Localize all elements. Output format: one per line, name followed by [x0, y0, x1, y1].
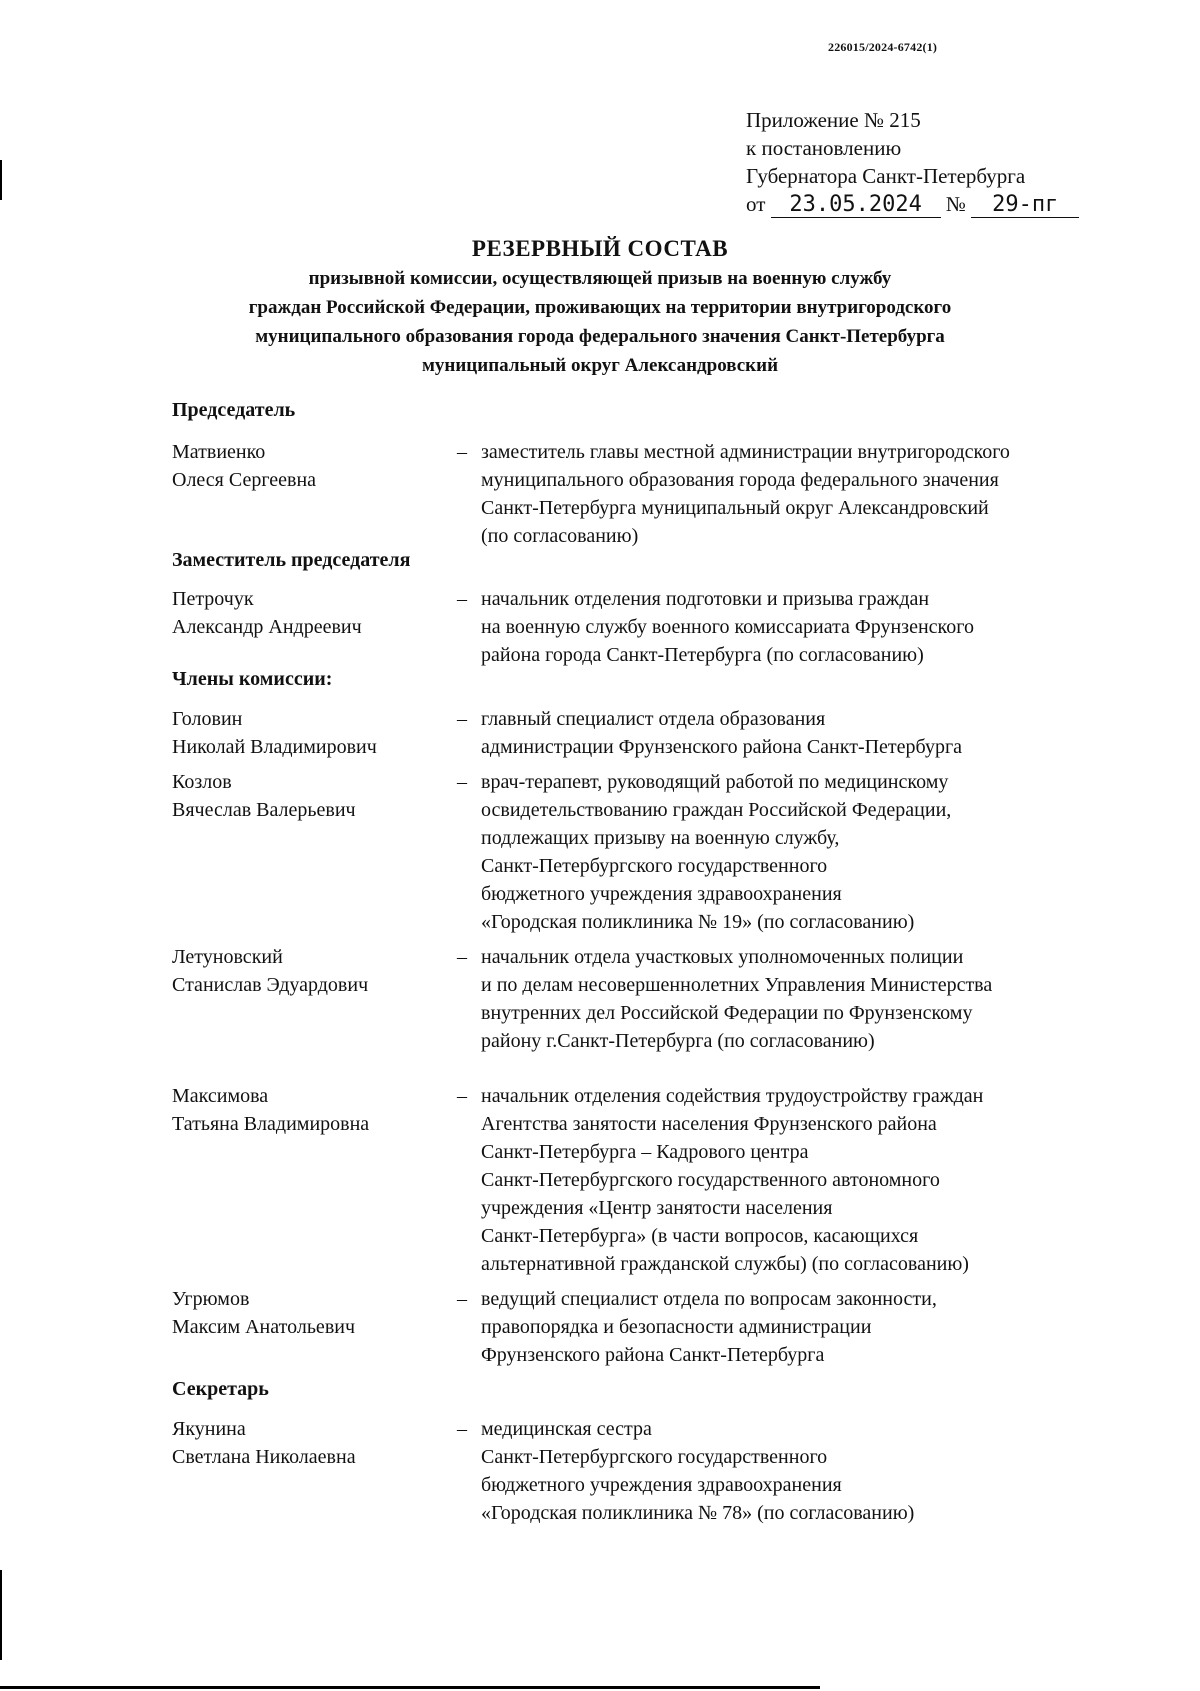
desc-line: Санкт-Петербурга» (в части вопросов, касающихся [481, 1225, 919, 1247]
desc-line: начальник отдела участковых уполномоченных полиции [481, 946, 964, 968]
person-name [172, 585, 452, 641]
person-description [481, 943, 1161, 1055]
desc-line: главный специалист отдела образования [481, 708, 826, 730]
person-name [172, 438, 452, 494]
desc-line: альтернативной гражданской службы) (по согласованию) [481, 1253, 969, 1275]
desc-line: начальник отделения подготовки и призыва граждан [481, 588, 930, 610]
section-members: Члены комиссии: [172, 668, 333, 690]
person-name [172, 705, 452, 761]
title-line-3: муниципального образования города федерального значения Санкт-Петербурга [255, 326, 945, 347]
person-name [172, 768, 452, 824]
desc-line: освидетельствованию граждан Российской Федерации, [481, 799, 952, 821]
person-given-names: Максим Анатольевич [172, 1316, 356, 1338]
person-name [172, 943, 452, 999]
desc-line: Санкт-Петербургского государственного автономного [481, 1169, 940, 1191]
desc-line: Санкт-Петербурга муниципальный округ Александровский [481, 497, 989, 519]
desc-line: заместитель главы местной администрации внутригородского [481, 441, 1010, 463]
dash-separator: – [457, 1418, 467, 1440]
appendix-governor: Губернатора Санкт-Петербурга [746, 164, 1026, 188]
dash-separator: – [457, 946, 467, 968]
title-line-2: граждан Российской Федерации, проживающих на территории внутригородского [248, 297, 952, 318]
desc-line: Санкт-Петербурга – Кадрового центра [481, 1141, 809, 1163]
person-given-names: Олеся Сергеевна [172, 469, 317, 491]
scan-edge-bottom [0, 1686, 820, 1689]
scan-edge-left-bottom [0, 1570, 2, 1660]
appendix-block [746, 106, 1079, 218]
appendix-to-decree: к постановлению [746, 136, 902, 160]
person-surname: Летуновский [172, 946, 283, 968]
person-given-names: Александр Андреевич [172, 616, 362, 638]
decree-number: 29-пг [971, 193, 1079, 218]
dash-separator: – [457, 441, 467, 463]
date-prefix: от [746, 192, 766, 216]
person-surname: Якунина [172, 1418, 246, 1440]
person-description [481, 705, 1161, 761]
person-surname: Петрочук [172, 588, 254, 610]
dash-separator: – [457, 1288, 467, 1310]
desc-line: Фрунзенского района Санкт-Петербурга [481, 1344, 825, 1366]
scan-edge-left-top [0, 160, 2, 200]
person-surname: Головин [172, 708, 243, 730]
person-given-names: Вячеслав Валерьевич [172, 799, 356, 821]
desc-line: подлежащих призыву на военную службу, [481, 827, 840, 849]
dash-separator: – [457, 708, 467, 730]
title-line-4: муниципальный округ Александровский [421, 355, 779, 376]
desc-line: и по делам несовершеннолетних Управления Министерства [481, 974, 993, 996]
title-line-1: призывной комиссии, осуществляющей призыв на военную службу [308, 268, 892, 289]
desc-line: Агентства занятости населения Фрунзенского района [481, 1113, 937, 1135]
dash-separator: – [457, 1085, 467, 1107]
desc-line: «Городская поликлиника № 19» (по согласованию) [481, 911, 915, 933]
section-chairman: Председатель [172, 399, 296, 421]
desc-line: медицинская сестра [481, 1418, 652, 1440]
desc-line: бюджетного учреждения здравоохранения [481, 883, 842, 905]
desc-line: начальник отделения содействия трудоустройству граждан [481, 1085, 984, 1107]
person-description [481, 438, 1161, 550]
desc-line: администрации Фрунзенского района Санкт-Петербурга [481, 736, 963, 758]
section-deputy: Заместитель председателя [172, 549, 411, 571]
desc-line: (по согласованию) [481, 525, 639, 547]
person-description [481, 768, 1161, 936]
person-surname: Матвиенко [172, 441, 266, 463]
person-given-names: Станислав Эдуардович [172, 974, 369, 996]
person-surname: Угрюмов [172, 1288, 250, 1310]
person-description [481, 1082, 1161, 1278]
desc-line: бюджетного учреждения здравоохранения [481, 1474, 842, 1496]
desc-line: Санкт-Петербургского государственного [481, 855, 828, 877]
decree-date: 23.05.2024 [771, 193, 941, 218]
person-description [481, 1285, 1161, 1369]
person-name [172, 1415, 452, 1471]
desc-line: району г.Санкт-Петербурга (по согласованию) [481, 1030, 875, 1052]
person-given-names: Николай Владимирович [172, 736, 377, 758]
document-title: РЕЗЕРВНЫЙ СОСТАВ [471, 236, 729, 261]
person-surname: Козлов [172, 771, 232, 793]
decree-reference [746, 190, 1079, 218]
person-given-names: Светлана Николаевна [172, 1446, 356, 1468]
desc-line: «Городская поликлиника № 78» (по согласованию) [481, 1502, 915, 1524]
dash-separator: – [457, 771, 467, 793]
desc-line: учреждения «Центр занятости населения [481, 1197, 833, 1219]
desc-line: Санкт-Петербургского государственного [481, 1446, 828, 1468]
desc-line: врач-терапевт, руководящий работой по медицинскому [481, 771, 949, 793]
document-id: 226015/2024-6742(1) [828, 40, 938, 54]
document-title-block [150, 234, 1050, 380]
desc-line: внутренних дел Российской Федерации по Фрунзенскому [481, 1002, 973, 1024]
number-prefix: № [945, 192, 966, 216]
person-name [172, 1285, 452, 1341]
person-description [481, 1415, 1161, 1527]
desc-line: на военную службу военного комиссариата Фрунзенского [481, 616, 974, 638]
person-description [481, 585, 1161, 669]
person-surname: Максимова [172, 1085, 269, 1107]
person-name [172, 1082, 452, 1138]
desc-line: района города Санкт-Петербурга (по согласованию) [481, 644, 924, 666]
dash-separator: – [457, 588, 467, 610]
desc-line: правопорядка и безопасности администрации [481, 1316, 872, 1338]
person-given-names: Татьяна Владимировна [172, 1113, 370, 1135]
section-secretary: Секретарь [172, 1378, 269, 1400]
desc-line: муниципального образования города федерального значения [481, 469, 999, 491]
desc-line: ведущий специалист отдела по вопросам законности, [481, 1288, 937, 1310]
appendix-number: Приложение № 215 [746, 108, 921, 132]
